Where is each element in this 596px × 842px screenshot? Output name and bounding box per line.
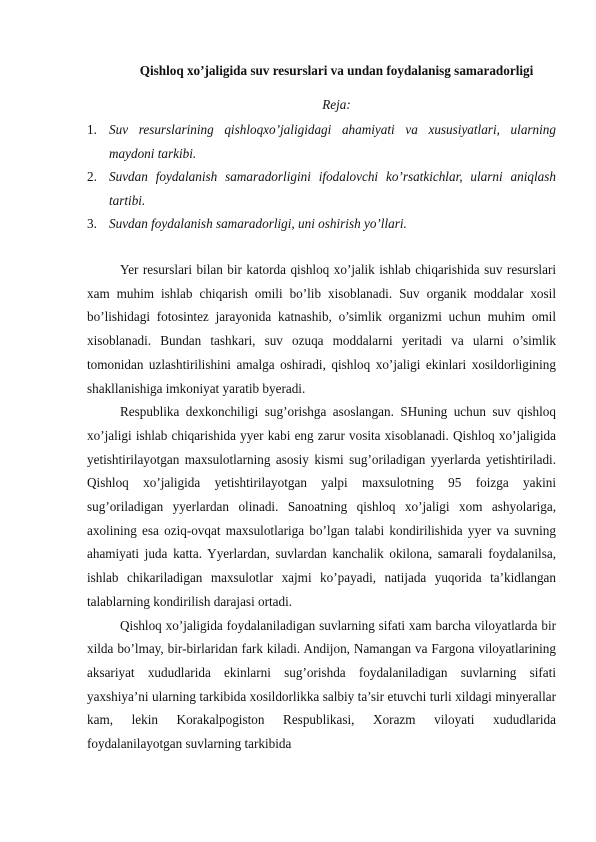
document-title: Qishloq xo’jaligida suv resurslari va undan foydalanisg samaradorligi bbox=[139, 63, 534, 78]
plan-item-text: Suvdan foydalanish samaradorligini ifodalovchi ko’rsatkichlar, ularni aniqlash tartibi. bbox=[109, 169, 556, 208]
plan-item bbox=[87, 118, 556, 165]
paragraph: Qishloq xo’jaligida foydalaniladigan suvlarning sifati xam barcha viloyatlarda bir xilda bo’lmay, bir-birlaridan fark kiladi. Andijon, Namangan va Fargona viloyatlarining aksariyat xududlarida ekinlarni sug’orishda foydalaniladigan suvlarning sifati yaxshiya’ni ularning tarkibida xosildorlikka salbiy ta’sir etuvchi turli xildagi minyerallar kam, lekin Korakalpogiston Respublikasi, Xorazm viloyati xududlarida foydalanilayotgan suvlarning tarkibida bbox=[87, 617, 556, 752]
paragraph: Respublika dexkonchiligi sug’orishga asoslangan. SHuning uchun suv qishloq xo’jaligi ishlab chiqarishida yyer kabi eng zarur vosita xisoblanadi. Qishloq xo’jaligida yetishtirilayotgan maxsulotlarning asosiy kismi sug’oriladigan yyerlarda yetishtiriladi. Qishloq xo’jaligida yetishtirilayotgan yalpi maxsulotning 95 foizga yakini sug’oriladigan yyerlardan olinadi. Sanoatning qishloq xo’jaligi xom ashyolariga, axolining esa oziq-ovqat maxsulotlariga bo’lgan talabi kondirilishida yyer va suvning ahamiyati juda katta. Yyerlardan, suvlardan kanchalik okilona, samarali foydalanilsa, ishlab chikariladigan maxsulotlar xajmi ko’payadi, natijada yuqorida ta’kidlangan talablarning kondirilish darajasi ortadi. bbox=[87, 404, 556, 609]
plan-item-number: 2. bbox=[87, 169, 97, 184]
plan-list bbox=[87, 118, 556, 236]
body-text bbox=[87, 258, 556, 756]
plan-item bbox=[87, 212, 556, 236]
plan-item bbox=[87, 165, 556, 212]
plan-item-text: Suvdan foydalanish samaradorligi, uni oshirish yo’llari. bbox=[109, 216, 407, 231]
plan-item-text: Suv resurslarining qishloqxo’jaligidagi ahamiyati va xususiyatlari, ularning maydoni tarkibi. bbox=[109, 122, 556, 161]
plan-item-number: 1. bbox=[87, 122, 97, 137]
plan-item-number: 3. bbox=[87, 216, 97, 231]
paragraph: Yer resurslari bilan bir katorda qishloq xo’jalik ishlab chiqarishida suv resurslari xam muhim ishlab chiqarish omili bo’lib xisoblanadi. Suv organik moddalar xosil bo’lishidagi fotosintez jarayonida katnashib, o’simlik organizmi uchun muhim omil xisoblanadi. Bundan tashkari, suv ozuqa moddalarni yeritadi va ularni o’simlik tomonidan uzlashtirilishini amalga oshiradi, qishloq xo’jaligi ekinlari xosildorligining shakllanishiga imkoniyat yaratib byeradi. bbox=[87, 262, 556, 396]
plan-label: Reja: bbox=[322, 97, 351, 112]
